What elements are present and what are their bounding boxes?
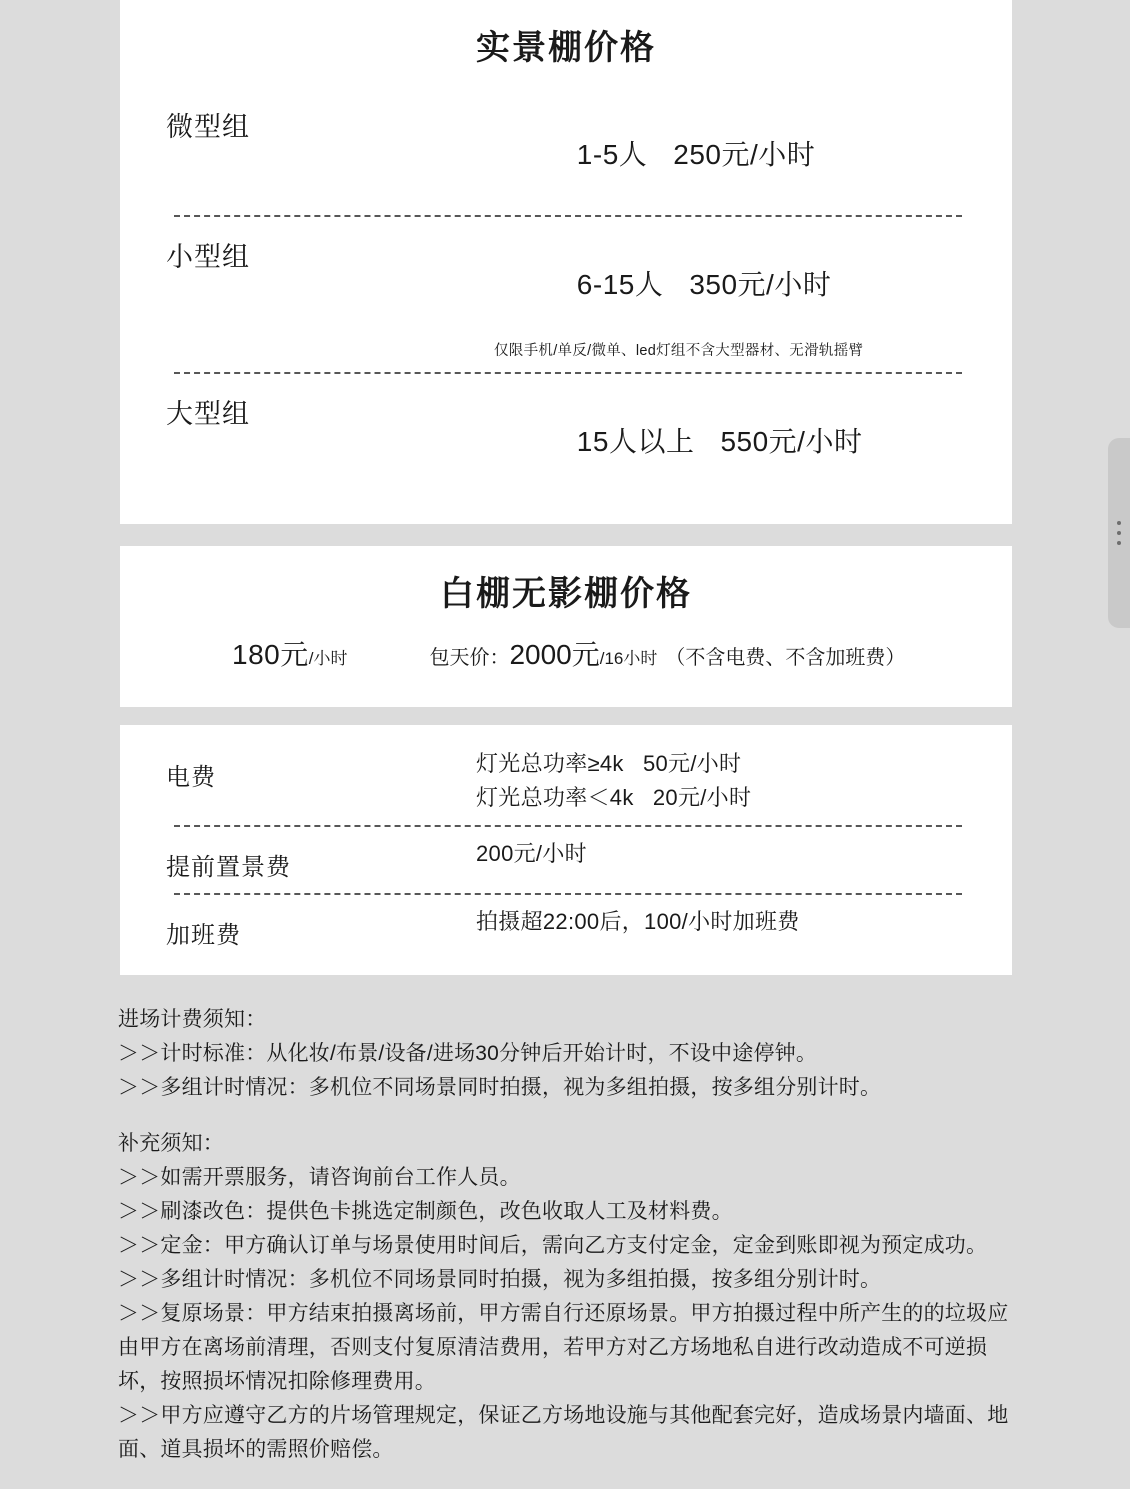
notes-line: ＞＞定金：甲方确认订单与场景使用时间后，需向乙方支付定金，定金到账即视为预定成功。 [118,1234,988,1258]
white-studio-price-card [120,546,1012,707]
white-studio-hourly-unit: /小时 [308,649,348,669]
price-row-values [376,384,972,492]
fee-row [120,747,1012,815]
price-row [120,384,1012,498]
scene-studio-title: 实景棚价格 [476,29,656,67]
price-row [120,227,1012,362]
divider [174,215,962,217]
fee-row-label: 加班费 [166,922,241,950]
fee-row [120,905,1012,951]
price-row-price: 350元/小时 [689,269,832,300]
price-row-capacity: 15人以上 [576,426,695,458]
handle-dot-icon [1117,521,1121,525]
divider [174,372,962,374]
notes-heading: 补充须知： [118,1132,224,1156]
notes-line: ＞＞计时标准：从化妆/布景/设备/进场30分钟后开始计时，不设中途停钟。 [118,1042,818,1066]
price-row-main [494,388,972,492]
notes-section [118,1003,1020,1467]
price-row-main [494,231,972,335]
white-studio-daily-label: 包天价： [429,647,510,670]
notes-heading: 进场计费须知： [118,1008,267,1032]
fee-row-line: 200元/小时 [476,841,587,867]
price-row-label: 大型组 [166,399,250,430]
side-drag-handle[interactable] [1108,438,1130,628]
price-row-price: 250元/小时 [673,139,816,170]
fee-row-line: 灯光总功率＜4k 20元/小时 [476,785,752,811]
white-studio-hourly-value: 180元 [232,639,309,671]
white-studio-price-line [120,627,1012,681]
handle-dot-icon [1117,531,1121,535]
price-row-label: 微型组 [166,112,250,142]
price-row-main [494,101,972,205]
price-row-values [376,227,972,362]
divider [174,825,962,827]
price-row-capacity: 6-15人 [576,269,664,300]
notes-line: ＞＞刷漆改色：提供色卡挑选定制颜色，改色收取人工及材料费。 [118,1200,733,1224]
price-row-price: 550元/小时 [720,426,863,458]
fee-row-label: 电费 [166,764,216,792]
additional-fees-card [120,725,1012,975]
price-row-note: 仅限手机/单反/微单、led灯组不含大型器材、无滑轨摇臂 [494,343,864,359]
notes-block-supplementary [118,1127,1020,1467]
divider [174,893,962,895]
price-row [120,97,1012,205]
notes-line: ＞＞多组计时情况：多机位不同场景同时拍摄，视为多组拍摄，按多组分别计时。 [118,1076,882,1100]
price-row-values [376,97,972,205]
fee-row-values [366,837,972,871]
notes-line: ＞＞多组计时情况：多机位不同场景同时拍摄，视为多组拍摄，按多组分别计时。 [118,1268,882,1292]
fee-row-line: 灯光总功率≥4k 50元/小时 [476,751,742,777]
fee-row-values [366,747,972,815]
fee-row-line: 拍摄超22:00后，100/小时加班费 [476,909,800,935]
fee-row-label: 提前置景费 [166,854,291,882]
white-studio-daily-value: 2000元 [509,639,600,671]
fee-row [120,837,1012,883]
handle-dot-icon [1117,541,1121,545]
white-studio-daily-extra: （不含电费、不含加班费） [665,647,906,670]
notes-block-entry-billing [118,1003,1020,1105]
white-studio-title: 白棚无影棚价格 [440,575,692,614]
notes-line: ＞＞甲方应遵守乙方的片场管理规定，保证乙方场地设施与其他配套完好，造成场景内墙面、地面、道具损坏的需照价赔偿。 [118,1404,1009,1462]
notes-line: ＞＞复原场景：甲方结束拍摄离场前，甲方需自行还原场景。甲方拍摄过程中所产生的的垃圾应由甲方在离场前清理，否则支付复原清洁费用，若甲方对乙方场地私自进行改动造成不可逆损坏，按照损坏情况扣除修理费用。 [118,1302,1009,1394]
scene-studio-price-card [120,0,1012,524]
price-row-capacity: 1-5人 [576,139,648,170]
fee-row-values [366,905,972,939]
white-studio-daily-unit: /16小时 [599,649,658,669]
notes-line: ＞＞如需开票服务，请咨询前台工作人员。 [118,1166,521,1190]
price-row-label: 小型组 [166,242,250,272]
